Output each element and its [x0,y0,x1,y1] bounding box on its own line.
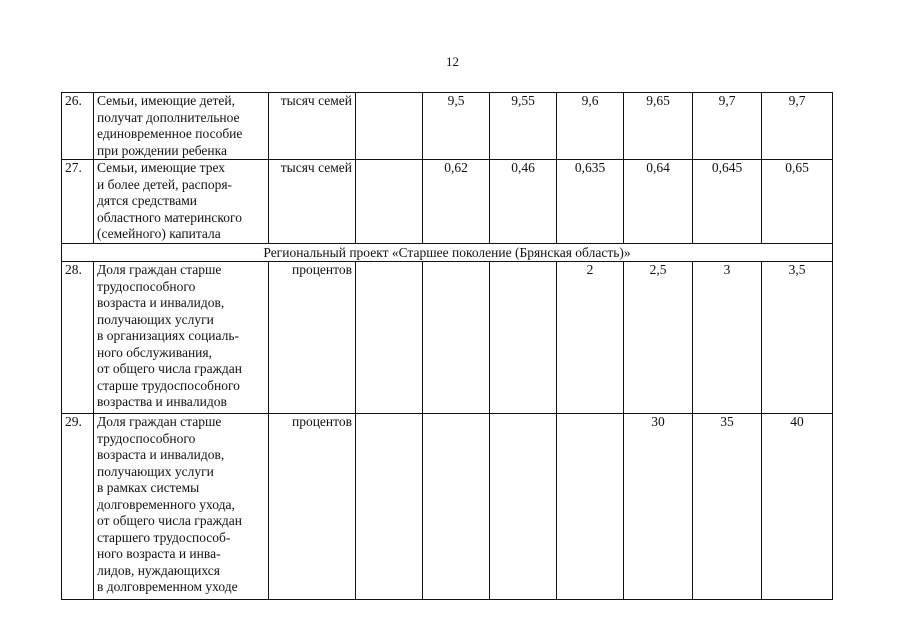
value-cell: 30 [624,414,693,600]
value-cell: 9,5 [423,93,490,160]
value-cell [490,262,557,414]
unit-cell: тысяч семей [269,93,356,160]
row-number: 29. [62,414,94,600]
value-cell: 35 [693,414,762,600]
unit-cell: процентов [269,262,356,414]
value-cell [356,414,423,600]
value-cell: 0,46 [490,160,557,244]
indicator-name: Доля граждан старше трудоспособного возраста и инвалидов, получающих услуги в рамках системы долговременного ухода, от общего числа граждан старшего трудоспособ- ного возраста и инва- лидов, нуждающихся в долговременном уходе [94,414,269,600]
value-cell: 9,7 [693,93,762,160]
value-cell: 9,55 [490,93,557,160]
value-cell [423,414,490,600]
value-cell: 3 [693,262,762,414]
value-cell [356,160,423,244]
table-row [62,93,833,160]
section-row [62,244,833,262]
indicator-name: Семьи, имеющие детей, получат дополнительное единовременное пособие при рождении ребенка [94,93,269,160]
indicator-table [61,92,833,600]
value-cell: 0,62 [423,160,490,244]
value-cell: 2 [557,262,624,414]
table-row [62,414,833,600]
value-cell: 40 [762,414,833,600]
value-cell [490,414,557,600]
table-row [62,160,833,244]
indicator-name: Доля граждан старше трудоспособного возраста и инвалидов, получающих услуги в организациях социаль- ного обслуживания, от общего числа граждан старше трудоспособного возраства и инвалидов [94,262,269,414]
row-number: 26. [62,93,94,160]
value-cell: 0,645 [693,160,762,244]
value-cell [356,93,423,160]
value-cell: 9,65 [624,93,693,160]
value-cell [423,262,490,414]
value-cell: 3,5 [762,262,833,414]
value-cell [356,262,423,414]
row-number: 27. [62,160,94,244]
value-cell: 9,6 [557,93,624,160]
unit-cell: процентов [269,414,356,600]
section-title: Региональный проект «Старшее поколение (Брянская область)» [62,244,833,262]
value-cell: 0,65 [762,160,833,244]
row-number: 28. [62,262,94,414]
unit-cell: тысяч семей [269,160,356,244]
value-cell: 9,7 [762,93,833,160]
page-number: 12 [446,54,459,69]
table-row [62,262,833,414]
value-cell [557,414,624,600]
value-cell: 0,64 [624,160,693,244]
value-cell: 0,635 [557,160,624,244]
indicator-name: Семьи, имеющие трех и более детей, распоря- дятся средствами областного материнского (семейного) капитала [94,160,269,244]
value-cell: 2,5 [624,262,693,414]
